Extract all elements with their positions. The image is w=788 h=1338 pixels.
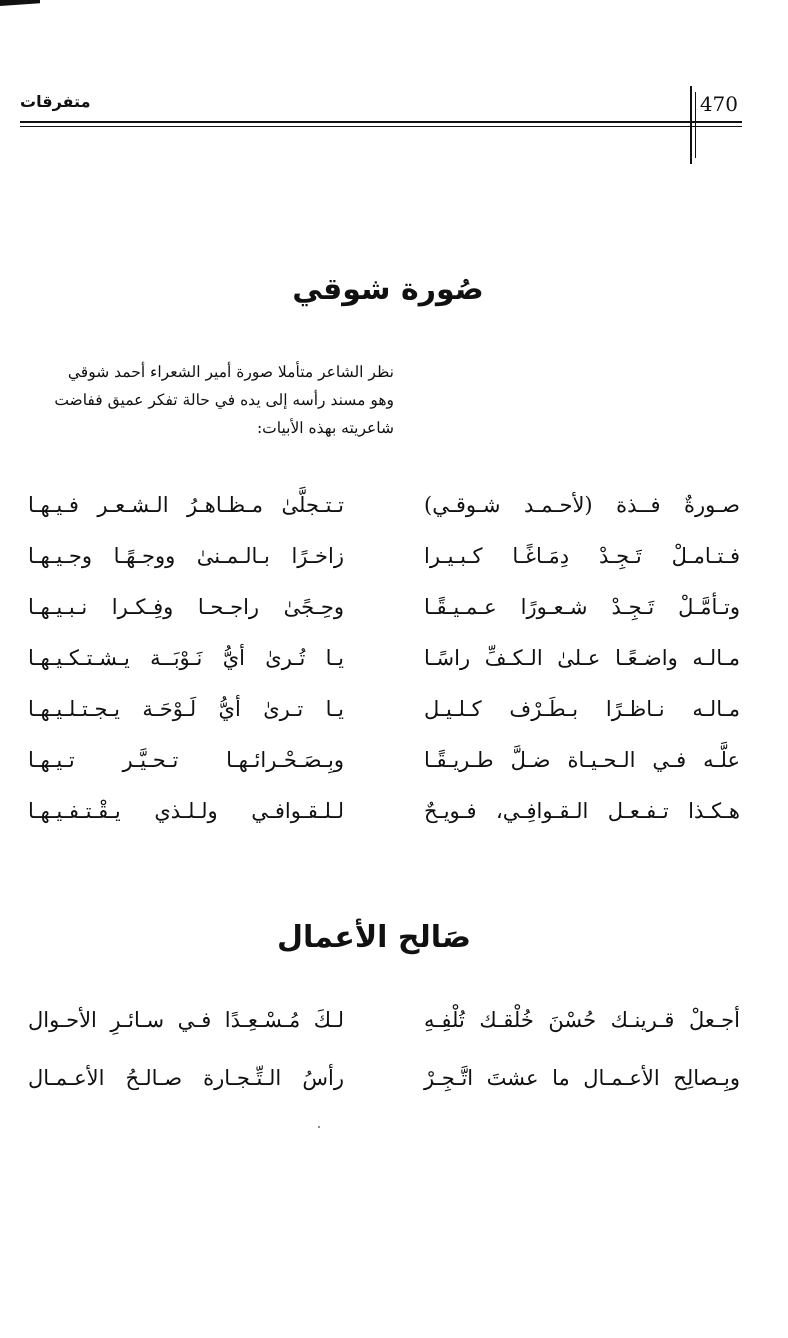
section-title-good-deeds: صَالح الأعمال [276, 920, 472, 955]
verse-first-hemistich: مـالـه نـاظـرًا بـطَـرْف كـلـيـل [424, 697, 740, 721]
verse-first-hemistich: وبِـصالِح الأعـمـال ما عشتَ اتَّـجِـرْ [424, 1066, 740, 1090]
poem-shawqi [28, 493, 740, 850]
verse [28, 697, 740, 748]
verse-second-hemistich: وبِـصَـحْـرائـهـا تـحـيَّـر تـيـهـا [28, 748, 344, 772]
intro-line: شاعريته بهذه الأبيات: [256, 419, 394, 437]
verse [28, 799, 740, 850]
verse-first-hemistich: هـكـذا تـفـعـل الـقـوافِـي، فـويـحٌ [424, 799, 740, 823]
verse [28, 748, 740, 799]
poem-good-deeds [28, 1008, 740, 1124]
verse-second-hemistich: رأسُ الـتِّـجـارة صـالـحُ الأعـمـال [28, 1066, 344, 1090]
header-vertical-bar-thin [695, 92, 696, 158]
page-number: 470 [699, 92, 738, 116]
scan-corner-mark [0, 0, 40, 6]
verse-second-hemistich: زاخـرًا بـالـمـنىٰ ووجـهًـا وجـيـهـا [28, 544, 344, 568]
verse-second-hemistich: يـا تُـرىٰ أيُّ نَـوْبَــة يـشـتـكـيـهـا [28, 646, 344, 670]
running-title: متفرقات [20, 92, 91, 111]
verse-second-hemistich: تـتـجلَّىٰ مـظـاهـرُ الـشـعـر فـيـهـا [28, 493, 344, 517]
scan-speck [318, 1126, 320, 1128]
verse-second-hemistich: لـكَ مُـسْـعِـدًا فـي سـائـرِ الأحـوال [28, 1008, 344, 1032]
intro-paragraph [34, 358, 394, 442]
verse-first-hemistich: علَّـه فـي الـحـيـاة ضـلَّ طـريـقًـا [424, 748, 740, 772]
verse-second-hemistich: وحِـجًىٰ راجـحـا وفِـكـرا نـبـيـهـا [28, 595, 344, 619]
verse [28, 493, 740, 544]
header-rule [20, 121, 742, 123]
verse [28, 544, 740, 595]
verse-second-hemistich: لـلـقـوافـي ولـلـذي يـقْـتـفـيـهـا [28, 799, 344, 823]
verse [28, 646, 740, 697]
intro-line: وهو مسند رأسه إلى يده في حالة تفكر عميق ففاضت [54, 391, 394, 409]
header-vertical-bar [690, 86, 692, 164]
verse-first-hemistich: وتـأمَّـلْ تَـجِـدْ شـعـورًا عـمـيـقًـا [424, 595, 740, 619]
verse [28, 1066, 740, 1124]
verse-first-hemistich: مـالـه واضـعًـا عـلىٰ الـكـفِّ راسًـا [424, 646, 740, 670]
verse [28, 595, 740, 646]
verse-first-hemistich: فـتـامـلْ تَـجِـدْ دِمَـاغًـا كـبـيـرا [424, 544, 740, 568]
verse-first-hemistich: صـورةٌ فــذة (لأحـمـد شـوقـي) [424, 493, 740, 517]
intro-line: نظر الشاعر متأملا صورة أمير الشعراء أحمد شوقي [67, 363, 394, 381]
verse-second-hemistich: يـا تـرىٰ أيُّ لَـوْحَـة يـجـتـلـيـهـا [28, 697, 344, 721]
page-header [20, 86, 742, 126]
verse [28, 1008, 740, 1066]
verse-first-hemistich: أجـعلْ قـرينـك حُسْنَ خُلْقـك تُلْفِـهِ [424, 1008, 740, 1032]
header-rule-thin [20, 126, 742, 127]
section-title-shawqi: صُورة شوقي [292, 272, 484, 307]
